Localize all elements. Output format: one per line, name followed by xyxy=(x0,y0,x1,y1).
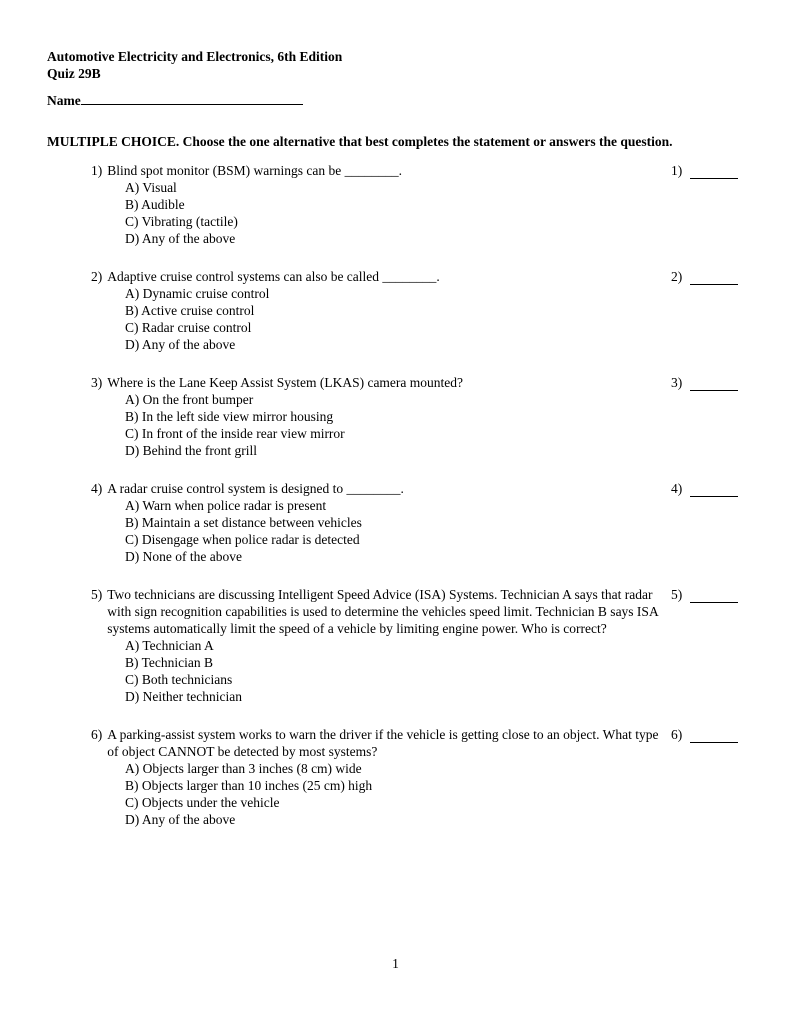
question-text: Two technicians are discussing Intelligent Speed Advice (ISA) Systems. Technician A says that radar with sign recognition capabilities is used to determine the vehicles speed limit. Technician B says ISA systems automatically limit the speed of a vehicle by limiting engine power. Who is correct? xyxy=(107,587,658,636)
answer-blank-field[interactable] xyxy=(690,270,738,285)
question-body xyxy=(91,726,665,828)
answer-option: C) Radar cruise control xyxy=(125,320,252,335)
multiple-choice-instructions: MULTIPLE CHOICE. Choose the one alternative that best completes the statement or answers the question. xyxy=(47,134,673,149)
answer-option: B) Technician B xyxy=(125,655,214,670)
answer-cell xyxy=(671,374,753,391)
question-line xyxy=(91,480,665,497)
answer-option: B) In the left side view mirror housing xyxy=(125,409,334,424)
question-number: 3) xyxy=(91,375,103,390)
answer-blank-field[interactable] xyxy=(690,376,738,391)
quiz-number: Quiz 29B xyxy=(47,66,101,81)
answer-number: 2) xyxy=(671,269,683,284)
question-line xyxy=(91,726,665,760)
question-body xyxy=(91,374,665,459)
question-number: 1) xyxy=(91,163,103,178)
answer-option: B) Active cruise control xyxy=(125,303,255,318)
answer-option: D) Any of the above xyxy=(125,812,236,827)
answer-option: A) Objects larger than 3 inches (8 cm) wide xyxy=(125,761,362,776)
question-number: 5) xyxy=(91,587,103,602)
answer-option: D) Any of the above xyxy=(125,337,236,352)
answer-option: A) Visual xyxy=(125,180,177,195)
question-body xyxy=(91,586,665,705)
answer-option: A) Technician A xyxy=(125,638,214,653)
answer-cell xyxy=(671,726,753,743)
answer-options xyxy=(91,391,665,459)
answer-number: 5) xyxy=(671,587,683,602)
answer-option: C) In front of the inside rear view mirror xyxy=(125,426,345,441)
question-block xyxy=(91,586,753,705)
question-block xyxy=(91,480,753,565)
answer-option: B) Objects larger than 10 inches (25 cm) high xyxy=(125,778,373,793)
answer-options xyxy=(91,179,665,247)
answer-blank-field[interactable] xyxy=(690,588,738,603)
question-number: 2) xyxy=(91,269,103,284)
answer-option: D) Behind the front grill xyxy=(125,443,257,458)
question-body xyxy=(91,268,665,353)
page-number: 1 xyxy=(392,956,399,971)
question-text: Adaptive cruise control systems can also be called ________. xyxy=(107,269,440,284)
answer-options xyxy=(91,497,665,565)
question-body xyxy=(91,480,665,565)
answer-option: A) Dynamic cruise control xyxy=(125,286,270,301)
answer-option: C) Disengage when police radar is detected xyxy=(125,532,360,547)
question-number: 6) xyxy=(91,727,103,742)
book-title: Automotive Electricity and Electronics, 6th Edition xyxy=(47,49,343,64)
answer-options xyxy=(91,285,665,353)
question-line xyxy=(91,162,665,179)
question-block xyxy=(91,162,753,247)
answer-option: D) Neither technician xyxy=(125,689,242,704)
name-line xyxy=(47,90,303,109)
answer-number: 3) xyxy=(671,375,683,390)
answer-option: C) Both technicians xyxy=(125,672,233,687)
answer-number: 4) xyxy=(671,481,683,496)
question-block xyxy=(91,374,753,459)
answer-option: B) Audible xyxy=(125,197,185,212)
answer-cell xyxy=(671,268,753,285)
name-label: Name xyxy=(47,93,81,108)
answer-cell xyxy=(671,162,753,179)
answer-cell xyxy=(671,480,753,497)
question-block xyxy=(91,268,753,353)
answer-blank-field[interactable] xyxy=(690,728,738,743)
question-text: A radar cruise control system is designed to ________. xyxy=(107,481,404,496)
question-text: A parking-assist system works to warn the driver if the vehicle is getting close to an object. What type of object CANNOT be detected by most systems? xyxy=(107,727,659,759)
answer-option: D) None of the above xyxy=(125,549,242,564)
question-number: 4) xyxy=(91,481,103,496)
answer-options xyxy=(91,760,665,828)
answer-blank-field[interactable] xyxy=(690,482,738,497)
question-line xyxy=(91,586,665,637)
name-blank-field[interactable] xyxy=(81,90,303,105)
answer-blank-field[interactable] xyxy=(690,164,738,179)
answer-option: D) Any of the above xyxy=(125,231,236,246)
answer-option: A) On the front bumper xyxy=(125,392,254,407)
question-text: Where is the Lane Keep Assist System (LKAS) camera mounted? xyxy=(107,375,464,390)
question-line xyxy=(91,374,665,391)
questions-list xyxy=(91,162,753,849)
answer-options xyxy=(91,637,665,705)
question-block xyxy=(91,726,753,828)
answer-number: 6) xyxy=(671,727,683,742)
answer-option: C) Objects under the vehicle xyxy=(125,795,280,810)
question-text: Blind spot monitor (BSM) warnings can be ________. xyxy=(107,163,402,178)
answer-cell xyxy=(671,586,753,603)
question-body xyxy=(91,162,665,247)
answer-option: B) Maintain a set distance between vehicles xyxy=(125,515,362,530)
answer-number: 1) xyxy=(671,163,683,178)
answer-option: C) Vibrating (tactile) xyxy=(125,214,238,229)
answer-option: A) Warn when police radar is present xyxy=(125,498,327,513)
question-line xyxy=(91,268,665,285)
page-header xyxy=(47,48,342,82)
